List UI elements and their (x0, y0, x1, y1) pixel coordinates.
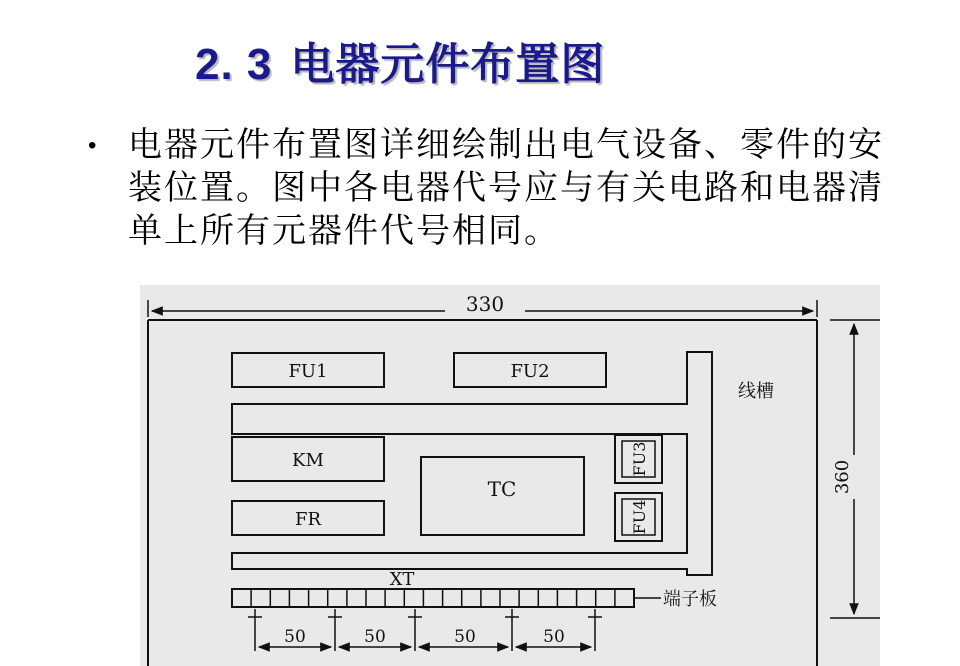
layout-diagram-svg (140, 285, 880, 666)
spacing-label-4: 50 (543, 627, 565, 647)
slide-title (195, 28, 605, 92)
component-tc-label: TC (487, 477, 517, 501)
component-fr-label: FR (294, 509, 322, 530)
spacing-dims (248, 609, 602, 651)
mount-hole-2 (328, 609, 342, 627)
slide-title-number: 2. 3 (195, 40, 273, 89)
component-fu3-label: FU3 (630, 441, 649, 477)
mount-hole-3 (408, 609, 422, 627)
dim-height-label: 360 (832, 459, 853, 495)
component-fu2-label: FU2 (510, 361, 550, 382)
layout-diagram (140, 285, 880, 666)
component-km-label: KM (292, 450, 324, 471)
terminal-block (232, 589, 634, 607)
mount-hole-5 (588, 609, 602, 627)
bullet-text: 电器元件布置图详细绘制出电气设备、零件的安装位置。图中各电器代号应与有关电路和电器清单上所有元器件代号相同。 (128, 125, 884, 251)
wire-trough-label: 线槽 (738, 381, 774, 402)
spacing-label-3: 50 (454, 627, 476, 647)
terminal-cells (251, 589, 615, 607)
mount-hole-4 (505, 609, 519, 627)
component-fu1-label: FU1 (288, 361, 328, 382)
slide-title-text: 电器元件布置图 (290, 40, 606, 89)
component-fu4-label: FU4 (630, 499, 649, 535)
terminal-block-xt-label: XT (389, 569, 415, 590)
terminal-board-label: 端子板 (663, 589, 717, 610)
spacing-label-2: 50 (364, 627, 386, 647)
dim-width-label: 330 (465, 292, 505, 316)
mount-hole-1 (248, 609, 262, 627)
spacing-label-1: 50 (284, 627, 306, 647)
bullet-dot: • (88, 132, 97, 159)
